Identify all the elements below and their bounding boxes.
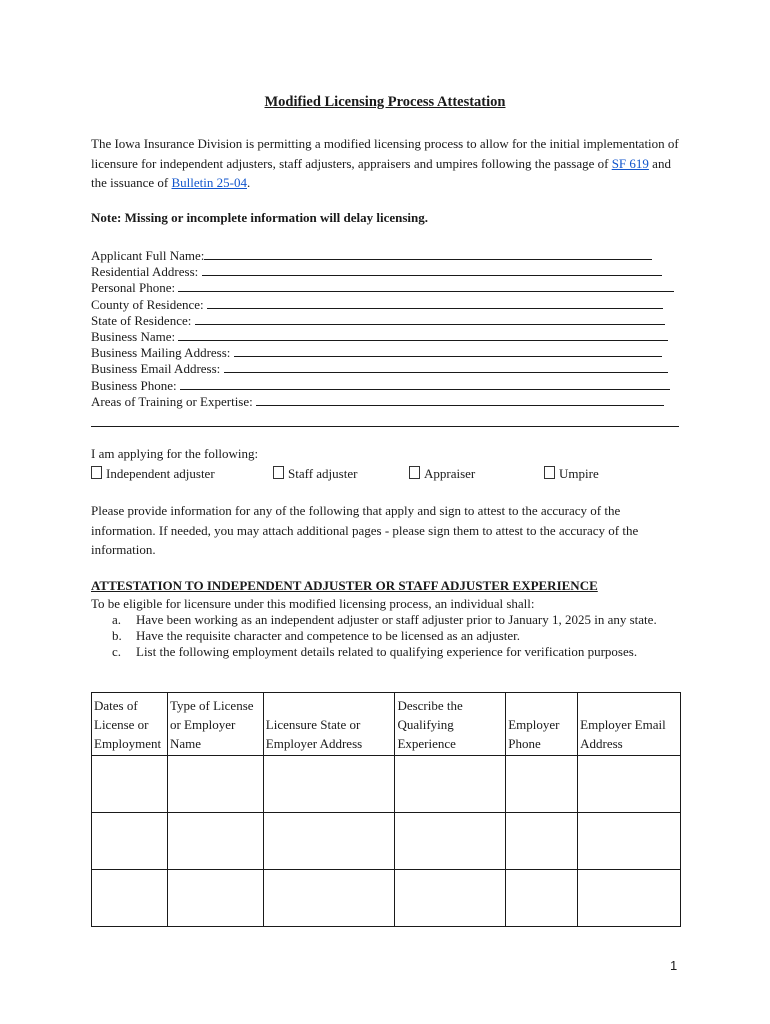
option-staff-adjuster[interactable] <box>273 466 357 482</box>
field-label: Areas of Training or Expertise: <box>91 393 257 409</box>
provide-info-paragraph: Please provide information for any of the following that apply and sign to attest to the accuracy of the information. If needed, you may attach additional pages - please sign them to attest to the accuracy of the information. <box>91 503 639 557</box>
field-blank[interactable] <box>202 264 662 276</box>
list-item: c. List the following employment details related to qualifying experience for verification purposes. <box>112 644 638 659</box>
field-label: Business Mailing Address: <box>91 345 234 361</box>
table-cell[interactable] <box>506 756 578 813</box>
option-independent-adjuster[interactable] <box>91 466 215 482</box>
field-blank[interactable] <box>204 248 652 260</box>
header-license-type: Type of License or Employer Name <box>167 693 263 756</box>
field-blank[interactable] <box>234 345 662 357</box>
checkbox-icon[interactable] <box>409 466 420 479</box>
field-training-continuation[interactable] <box>91 410 679 427</box>
field-label: Personal Phone: <box>91 280 179 296</box>
field-business-email[interactable] <box>91 361 681 377</box>
field-county[interactable] <box>91 297 681 313</box>
option-label: Umpire <box>559 466 599 481</box>
option-label: Appraiser <box>424 466 476 481</box>
field-business-mailing[interactable] <box>91 345 681 361</box>
table-cell[interactable] <box>578 870 681 927</box>
table-cell[interactable] <box>92 870 168 927</box>
option-appraiser[interactable] <box>409 466 475 482</box>
field-personal-phone[interactable] <box>91 280 681 296</box>
table-cell[interactable] <box>92 813 168 870</box>
field-blank[interactable] <box>224 361 668 373</box>
table-cell[interactable] <box>506 870 578 927</box>
table-cell[interactable] <box>263 813 395 870</box>
applicant-fields <box>91 248 681 427</box>
option-label: Staff adjuster <box>288 466 358 481</box>
section-heading: ATTESTATION TO INDEPENDENT ADJUSTER OR STAFF ADJUSTER EXPERIENCE <box>91 578 598 593</box>
field-label: Business Phone: <box>91 377 180 393</box>
field-label: Business Email Address: <box>91 361 224 377</box>
license-type-options <box>91 466 691 482</box>
field-state[interactable] <box>91 313 681 329</box>
header-experience: Describe the Qualifying Experience <box>395 693 506 756</box>
table-row <box>92 813 681 870</box>
sf-619-link[interactable]: SF 619 <box>611 155 649 171</box>
page-number: 1 <box>670 958 678 973</box>
table-cell[interactable] <box>167 870 263 927</box>
table-row <box>92 756 681 813</box>
field-label: Business Name: <box>91 328 179 344</box>
field-training[interactable] <box>91 394 681 410</box>
section-intro: To be eligible for licensure under this modified licensing process, an individual shall: <box>91 596 535 611</box>
table-cell[interactable] <box>167 756 263 813</box>
note-text: Note: Missing or incomplete information will delay licensing. <box>91 210 429 225</box>
apply-label: I am applying for the following: <box>91 446 259 461</box>
checkbox-icon[interactable] <box>544 466 555 479</box>
table-cell[interactable] <box>263 756 395 813</box>
bulletin-link[interactable]: Bulletin 25-04 <box>171 175 247 190</box>
requirements-list <box>112 612 682 660</box>
intro-text-2: and the issuance of <box>91 155 671 190</box>
table-cell[interactable] <box>263 870 395 927</box>
header-state-address: Licensure State or Employer Address <box>263 693 395 756</box>
intro-paragraph <box>91 134 686 193</box>
field-label: County of Residence: <box>91 296 207 312</box>
option-label: Independent adjuster <box>106 466 215 481</box>
field-label: Applicant Full Name: <box>91 248 205 263</box>
intro-text-1: The Iowa Insurance Division is permitting a modified licensing process to allow for the initial implementation of licensure for independent adjusters, staff adjusters, appraisers and umpires following the passage of <box>91 136 679 171</box>
list-item: a. Have been working as an independent adjuster or staff adjuster prior to January 1, 2025 in any state. <box>112 612 657 627</box>
field-label: State of Residence: <box>91 312 195 328</box>
table-row <box>92 870 681 927</box>
header-dates: Dates of License or Employment <box>92 693 168 756</box>
field-label: Residential Address: <box>91 264 202 280</box>
table-cell[interactable] <box>506 813 578 870</box>
table-cell[interactable] <box>395 756 506 813</box>
header-email: Employer Email Address <box>578 693 681 756</box>
intro-text-3: . <box>246 175 251 190</box>
table-cell[interactable] <box>92 756 168 813</box>
table-cell[interactable] <box>395 870 506 927</box>
table-cell[interactable] <box>578 813 681 870</box>
field-business-phone[interactable] <box>91 378 681 394</box>
field-applicant-name[interactable] <box>91 248 681 264</box>
field-business-name[interactable] <box>91 329 681 345</box>
checkbox-icon[interactable] <box>91 466 102 479</box>
checkbox-icon[interactable] <box>273 466 284 479</box>
table-cell[interactable] <box>395 813 506 870</box>
list-item: b. Have the requisite character and competence to be licensed as an adjuster. <box>112 628 521 643</box>
table-cell[interactable] <box>167 813 263 870</box>
field-blank[interactable] <box>256 394 664 406</box>
employment-table <box>91 692 681 927</box>
field-blank[interactable] <box>207 297 663 309</box>
field-blank[interactable] <box>195 313 665 325</box>
page-title: Modified Licensing Process Attestation <box>264 94 506 110</box>
table-cell[interactable] <box>578 756 681 813</box>
field-blank[interactable] <box>178 280 674 292</box>
table-header-row <box>92 693 681 756</box>
option-umpire[interactable] <box>544 466 599 482</box>
field-blank[interactable] <box>178 329 668 341</box>
field-blank[interactable] <box>180 378 670 390</box>
field-residential-address[interactable] <box>91 264 681 280</box>
header-phone: Employer Phone <box>506 693 578 756</box>
